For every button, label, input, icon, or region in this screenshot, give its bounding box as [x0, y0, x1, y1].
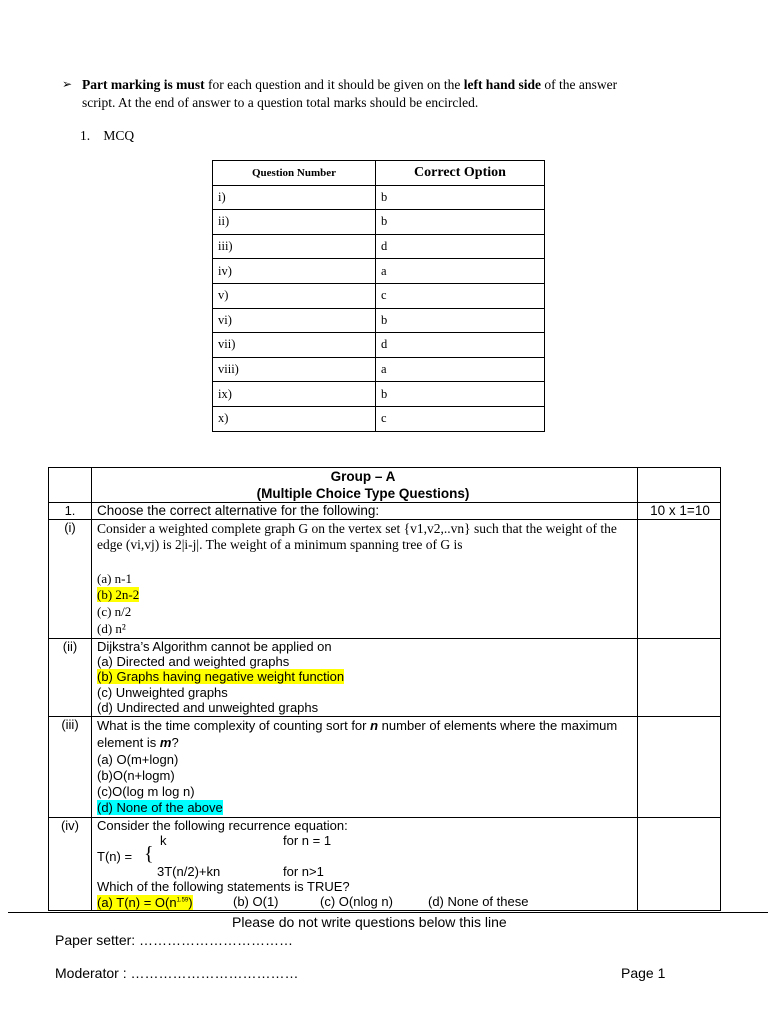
question-ii-option-a: (a) Directed and weighted graphs — [97, 654, 290, 669]
correct-option-cell: a — [376, 259, 545, 284]
question-ii-number: (ii) — [62, 639, 78, 654]
question-number-cell: x) — [213, 406, 376, 431]
question-number-cell: v) — [213, 283, 376, 308]
question-number-cell: ix) — [213, 382, 376, 407]
question-iii-option-c: (c)O(log m log n) — [97, 784, 195, 799]
question-ii-option-b: (b) Graphs having negative weight function — [97, 669, 345, 684]
question-number-cell: vi) — [213, 308, 376, 333]
question-number-cell: vii) — [213, 333, 376, 358]
recurrence-lhs: T(n) = — [97, 849, 133, 864]
question-number-cell: i) — [213, 185, 376, 210]
group-title: Group – A — [330, 469, 396, 484]
mcq-label: MCQ — [103, 128, 135, 143]
question-i-option-b: (b) 2n-2 — [97, 587, 140, 602]
row-divider — [48, 467, 721, 468]
table-row — [213, 283, 545, 308]
paper-setter-line: Paper setter: …………………………… — [55, 932, 294, 948]
correct-option-cell: c — [376, 406, 545, 431]
marks-allocation: 10 x 1=10 — [650, 503, 710, 518]
column-divider — [637, 467, 638, 911]
question-iii-option-b: (b)O(n+logm) — [97, 768, 175, 783]
instruction-line-1: Part marking is must for each question and it should be given on the left hand side of the answer — [82, 77, 618, 92]
correct-option-cell: d — [376, 333, 545, 358]
correct-option-cell: d — [376, 234, 545, 259]
question-number-cell: ii) — [213, 210, 376, 235]
correct-option-cell: b — [376, 185, 545, 210]
footer-note: Please do not write questions below this line — [232, 914, 507, 930]
mcq-heading — [80, 128, 134, 144]
correct-option-cell: b — [376, 308, 545, 333]
group-subtitle: (Multiple Choice Type Questions) — [256, 486, 470, 501]
correct-option-cell: b — [376, 210, 545, 235]
recurrence-brace: { — [144, 843, 154, 865]
table-row — [213, 357, 545, 382]
group-a-table — [48, 467, 721, 911]
question-iii-option-a: (a) O(m+logn) — [97, 752, 179, 767]
arrow-bullet-icon: ➢ — [62, 77, 73, 91]
correct-option-cell: a — [376, 357, 545, 382]
column-divider — [720, 467, 721, 911]
question-iv-option-c: (c) O(nlog n) — [320, 894, 393, 909]
answer-key-table — [212, 160, 545, 432]
correct-option-cell: c — [376, 283, 545, 308]
moderator-line: Moderator : ……………………………… — [55, 965, 299, 981]
question-iii-option-d: (d) None of the above — [97, 800, 223, 815]
question-iv-option-b: (b) O(1) — [233, 894, 279, 909]
question-number-cell: viii) — [213, 357, 376, 382]
instruction-line-2: script. At the end of answer to a question total marks should be encircled. — [82, 94, 479, 110]
marking-instruction — [62, 76, 722, 111]
recurrence-case1-condition: for n = 1 — [283, 833, 332, 848]
question-iii-text: What is the time complexity of counting sort for n number of elements where the maximum element is m? — [97, 718, 618, 750]
question-iv-prompt: Which of the following statements is TRUE? — [97, 879, 350, 894]
footer-divider — [8, 912, 768, 913]
recurrence-case1-value: k — [160, 833, 167, 848]
question-ii-text: Dijkstra’s Algorithm cannot be applied on — [97, 639, 332, 654]
table-row — [213, 382, 545, 407]
answer-table-header — [213, 161, 545, 186]
question-number-cell: iv) — [213, 259, 376, 284]
page-number: Page 1 — [621, 965, 666, 981]
recurrence-case2-value: 3T(n/2)+kn — [157, 864, 221, 879]
header-question-number: Question Number — [213, 161, 376, 186]
question-number-cell: iii) — [213, 234, 376, 259]
table-row — [213, 234, 545, 259]
question-ii-option-c: (c) Unweighted graphs — [97, 685, 228, 700]
question-1-prompt: Choose the correct alternative for the following: — [97, 503, 380, 518]
question-i-text: Consider a weighted complete graph G on the vertex set {v1,v2,..vn} such that the weight of the edge (vi,vj) is 2|i-j|. The weight of a minimum spanning tree of G is — [97, 521, 617, 552]
table-row — [213, 210, 545, 235]
question-i-option-c: (c) n/2 — [97, 604, 132, 619]
question-1-number: 1. — [64, 503, 76, 518]
mcq-number: 1. — [80, 128, 91, 143]
question-ii-option-d: (d) Undirected and unweighted graphs — [97, 700, 319, 715]
row-divider — [48, 519, 721, 520]
recurrence-case2-condition: for n>1 — [283, 864, 324, 879]
table-row — [213, 185, 545, 210]
correct-option-cell: b — [376, 382, 545, 407]
question-i-option-d: (d) n² — [97, 621, 126, 636]
table-row — [213, 333, 545, 358]
question-iv-option-a: (a) $T(n) = O(n^{1.59})$ — [97, 895, 193, 911]
header-correct-option: Correct Option — [376, 161, 545, 186]
table-row — [213, 406, 545, 431]
question-i-number: (i) — [64, 520, 76, 535]
question-iv-text: Consider the following recurrence equation: — [97, 818, 348, 833]
question-iv-number: (iv) — [60, 818, 80, 833]
question-iv-option-d: (d) None of these — [428, 894, 529, 909]
table-row — [213, 308, 545, 333]
question-i-option-a: (a) n-1 — [97, 571, 133, 586]
question-iii-number: (iii) — [61, 717, 79, 732]
table-row — [213, 259, 545, 284]
